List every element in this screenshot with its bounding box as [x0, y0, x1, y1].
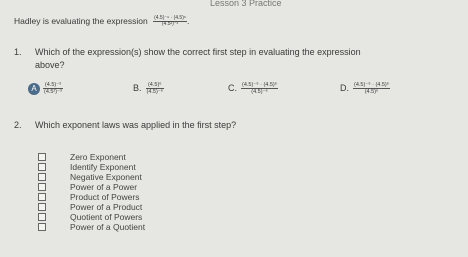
- question-1-text: Which of the expression(s) show the correct first step in evaluating the expression: [35, 47, 361, 57]
- choice-negative-exponent[interactable]: [38, 172, 145, 182]
- option-c[interactable]: [228, 82, 278, 95]
- intro-line: [14, 16, 189, 27]
- checkbox[interactable]: [38, 153, 46, 161]
- question-2-choices: [38, 152, 145, 232]
- option-d-numerator: (4.5)⁻⁹ · (4.5)⁶: [354, 82, 390, 88]
- checkbox[interactable]: [38, 183, 46, 191]
- choice-label: Power of a Quotient: [70, 222, 146, 232]
- option-d-fraction: [353, 82, 390, 95]
- option-c-fraction: [241, 82, 278, 95]
- choice-label: Quotient of Powers: [70, 212, 143, 222]
- option-a-selected-marker[interactable]: A: [28, 83, 40, 95]
- question-1-text-cont: above?: [35, 60, 65, 70]
- option-c-numerator: (4.5)⁻⁹ · (4.5)⁶: [242, 82, 278, 88]
- choice-label: Identify Exponent: [70, 162, 136, 172]
- choice-product-of-powers[interactable]: [38, 192, 145, 202]
- choice-zero-exponent[interactable]: [38, 152, 145, 162]
- question-2-text: Which exponent laws was applied in the first step?: [35, 120, 237, 130]
- choice-label: Zero Exponent: [70, 152, 126, 162]
- choice-power-of-a-power[interactable]: [38, 182, 145, 192]
- checkbox[interactable]: [38, 163, 46, 171]
- intro-expression-numerator: (4.5)⁻⁹ · (4.5)⁶: [154, 15, 186, 22]
- choice-identify-exponent[interactable]: [38, 162, 145, 172]
- checkbox[interactable]: [38, 203, 46, 211]
- intro-expression: [153, 15, 190, 28]
- question-2-number: 2.: [14, 120, 22, 130]
- option-c-label: C.: [228, 82, 237, 93]
- option-a-fraction: [43, 82, 63, 95]
- intro-period: .: [186, 16, 190, 26]
- question-1-number: 1.: [14, 47, 22, 57]
- intro-expression-denominator: (4.5²)⁻³: [161, 21, 179, 28]
- option-d[interactable]: [340, 82, 390, 95]
- checkbox[interactable]: [38, 223, 46, 231]
- checkbox[interactable]: [38, 173, 46, 181]
- choice-power-of-a-product[interactable]: [38, 202, 145, 212]
- option-b[interactable]: [133, 82, 164, 95]
- choice-power-of-a-quotient[interactable]: [38, 222, 145, 232]
- option-b-fraction: [146, 82, 164, 95]
- choice-label: Power of a Product: [70, 202, 143, 212]
- checkbox[interactable]: [38, 213, 46, 221]
- option-a-numerator: (4.5)⁻³: [44, 82, 61, 88]
- choice-label: Power of a Power: [70, 182, 138, 192]
- option-b-denominator: (4.5)⁻⁶: [146, 89, 163, 95]
- option-c-denominator: (4.5)⁻⁶: [251, 89, 268, 95]
- option-b-label: B.: [133, 82, 142, 93]
- checkbox[interactable]: [38, 193, 46, 201]
- option-b-numerator: (4.5)⁶: [146, 82, 164, 89]
- lesson-header: Lesson 3 Practice: [210, 0, 282, 8]
- choice-quotient-of-powers[interactable]: [38, 212, 145, 222]
- option-d-label: D.: [340, 82, 349, 93]
- option-a-denominator: (4.5²)⁻³: [44, 89, 62, 95]
- option-d-denominator: (4.5)⁶: [364, 89, 379, 95]
- choice-label: Product of Powers: [70, 192, 140, 202]
- choice-label: Negative Exponent: [70, 172, 142, 182]
- intro-text: Hadley is evaluating the expression: [14, 16, 148, 26]
- option-a[interactable]: [28, 82, 63, 95]
